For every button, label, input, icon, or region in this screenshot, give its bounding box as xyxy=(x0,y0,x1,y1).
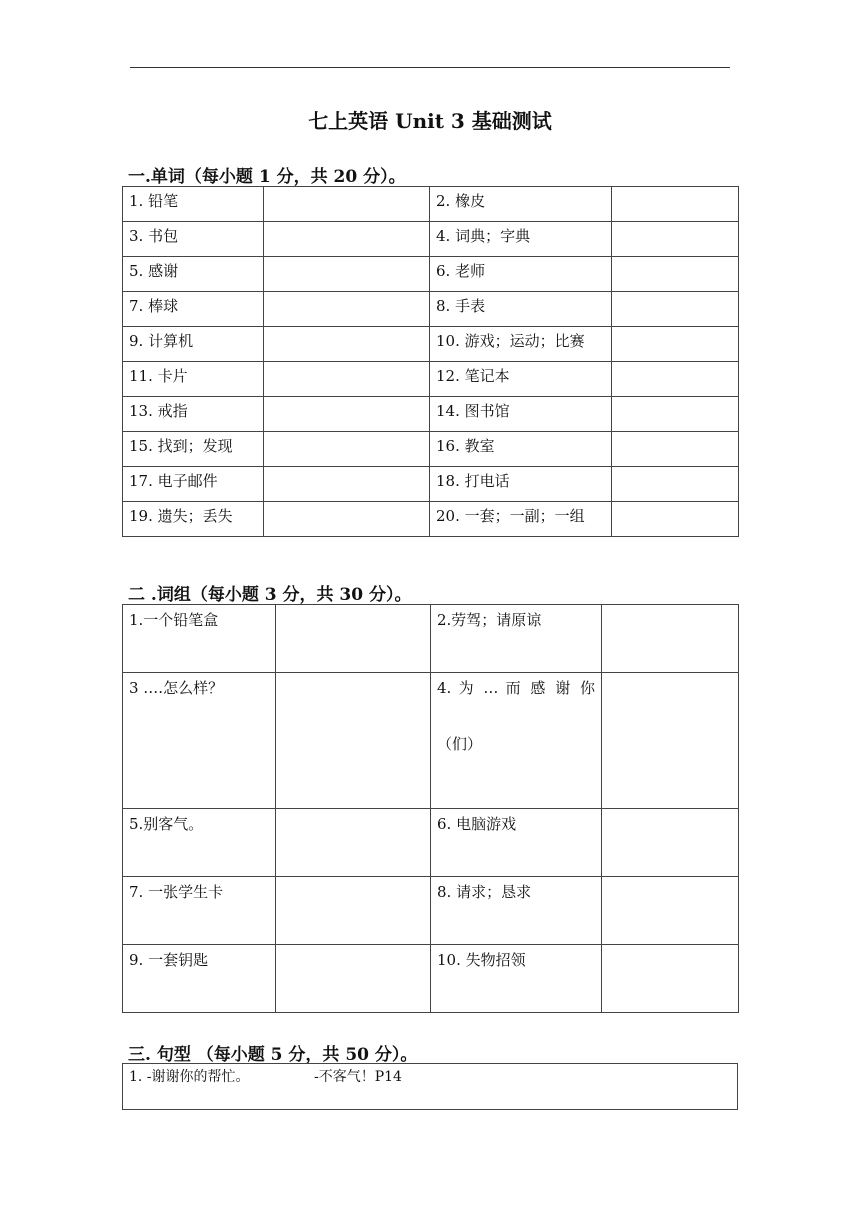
answer-cell[interactable] xyxy=(264,222,430,257)
answer-cell[interactable] xyxy=(602,605,739,673)
table-row xyxy=(123,467,739,502)
answer-cell[interactable] xyxy=(602,673,739,809)
table-row xyxy=(123,502,739,537)
table-row xyxy=(123,432,739,467)
table-row xyxy=(123,187,739,222)
page-title: 七上英语 Unit 3 基础测试 xyxy=(308,109,552,133)
table-row xyxy=(123,257,739,292)
word-prompt: 20. 一套；一副；一组 xyxy=(430,502,612,537)
phrase-prompt-line1: 4. 为 … 而 感 谢 你 xyxy=(437,679,595,697)
answer-cell[interactable] xyxy=(264,327,430,362)
header-rule xyxy=(130,67,730,68)
sentence-prompt-cell[interactable] xyxy=(123,1064,738,1110)
answer-cell[interactable] xyxy=(602,877,739,945)
answer-cell[interactable] xyxy=(264,292,430,327)
word-prompt: 12. 笔记本 xyxy=(430,362,612,397)
answer-cell[interactable] xyxy=(602,945,739,1013)
word-prompt: 6. 老师 xyxy=(430,257,612,292)
phrases-table xyxy=(122,604,739,1013)
answer-cell[interactable] xyxy=(276,809,431,877)
answer-cell[interactable] xyxy=(612,257,739,292)
table-row xyxy=(123,362,739,397)
word-prompt: 4. 词典；字典 xyxy=(430,222,612,257)
word-prompt: 14. 图书馆 xyxy=(430,397,612,432)
sentence-reply: -不客气！P14 xyxy=(314,1069,402,1085)
phrase-prompt: 8. 请求；恳求 xyxy=(431,877,602,945)
phrase-prompt-line2: （们） xyxy=(437,735,483,753)
word-prompt: 13. 戒指 xyxy=(123,397,264,432)
word-prompt: 9. 计算机 xyxy=(123,327,264,362)
table-row xyxy=(123,292,739,327)
answer-cell[interactable] xyxy=(264,432,430,467)
word-prompt: 5. 感谢 xyxy=(123,257,264,292)
table-row xyxy=(123,397,739,432)
table-row xyxy=(123,673,739,809)
section-heading-vocabulary: 一.单词（每小题 1 分，共 20 分）。 xyxy=(128,167,406,187)
phrase-prompt: 9. 一套钥匙 xyxy=(123,945,276,1013)
word-prompt: 11. 卡片 xyxy=(123,362,264,397)
sentence-prompt: 1. -谢谢你的帮忙。 xyxy=(129,1069,250,1085)
phrase-prompt-multiline xyxy=(431,673,602,809)
answer-cell[interactable] xyxy=(276,877,431,945)
phrase-prompt: 6. 电脑游戏 xyxy=(431,809,602,877)
word-prompt: 8. 手表 xyxy=(430,292,612,327)
answer-cell[interactable] xyxy=(612,362,739,397)
section-heading-phrases: 二 .词组（每小题 3 分，共 30 分）。 xyxy=(128,585,412,605)
sentences-table xyxy=(122,1063,738,1110)
answer-cell[interactable] xyxy=(264,187,430,222)
answer-cell[interactable] xyxy=(612,222,739,257)
phrase-prompt: 3 ….怎么样？ xyxy=(123,673,276,809)
word-prompt: 7. 棒球 xyxy=(123,292,264,327)
phrase-prompt: 5.别客气。 xyxy=(123,809,276,877)
answer-cell[interactable] xyxy=(264,467,430,502)
answer-cell[interactable] xyxy=(612,187,739,222)
answer-cell[interactable] xyxy=(276,673,431,809)
answer-cell[interactable] xyxy=(276,945,431,1013)
answer-cell[interactable] xyxy=(612,327,739,362)
phrase-prompt: 10. 失物招领 xyxy=(431,945,602,1013)
word-prompt: 3. 书包 xyxy=(123,222,264,257)
word-prompt: 18. 打电话 xyxy=(430,467,612,502)
answer-cell[interactable] xyxy=(612,292,739,327)
answer-cell[interactable] xyxy=(276,605,431,673)
word-prompt: 1. 铅笔 xyxy=(123,187,264,222)
word-prompt: 2. 橡皮 xyxy=(430,187,612,222)
vocabulary-table xyxy=(122,186,739,537)
answer-cell[interactable] xyxy=(264,397,430,432)
answer-cell[interactable] xyxy=(612,432,739,467)
table-row xyxy=(123,945,739,1013)
phrase-prompt: 2.劳驾；请原谅 xyxy=(431,605,602,673)
table-row xyxy=(123,605,739,673)
word-prompt: 10. 游戏；运动；比赛 xyxy=(430,327,612,362)
word-prompt: 15. 找到；发现 xyxy=(123,432,264,467)
table-row xyxy=(123,809,739,877)
word-prompt: 19. 遗失；丢失 xyxy=(123,502,264,537)
answer-cell[interactable] xyxy=(612,397,739,432)
answer-cell[interactable] xyxy=(612,467,739,502)
table-row xyxy=(123,877,739,945)
table-row xyxy=(123,222,739,257)
answer-cell[interactable] xyxy=(264,257,430,292)
table-row xyxy=(123,327,739,362)
answer-cell[interactable] xyxy=(264,502,430,537)
answer-cell[interactable] xyxy=(264,362,430,397)
answer-cell[interactable] xyxy=(612,502,739,537)
phrase-prompt: 1.一个铅笔盒 xyxy=(123,605,276,673)
section-heading-sentences: 三. 句型 （每小题 5 分，共 50 分）。 xyxy=(128,1045,418,1065)
answer-cell[interactable] xyxy=(602,809,739,877)
table-row xyxy=(123,1064,738,1110)
phrase-prompt: 7. 一张学生卡 xyxy=(123,877,276,945)
word-prompt: 16. 教室 xyxy=(430,432,612,467)
word-prompt: 17. 电子邮件 xyxy=(123,467,264,502)
